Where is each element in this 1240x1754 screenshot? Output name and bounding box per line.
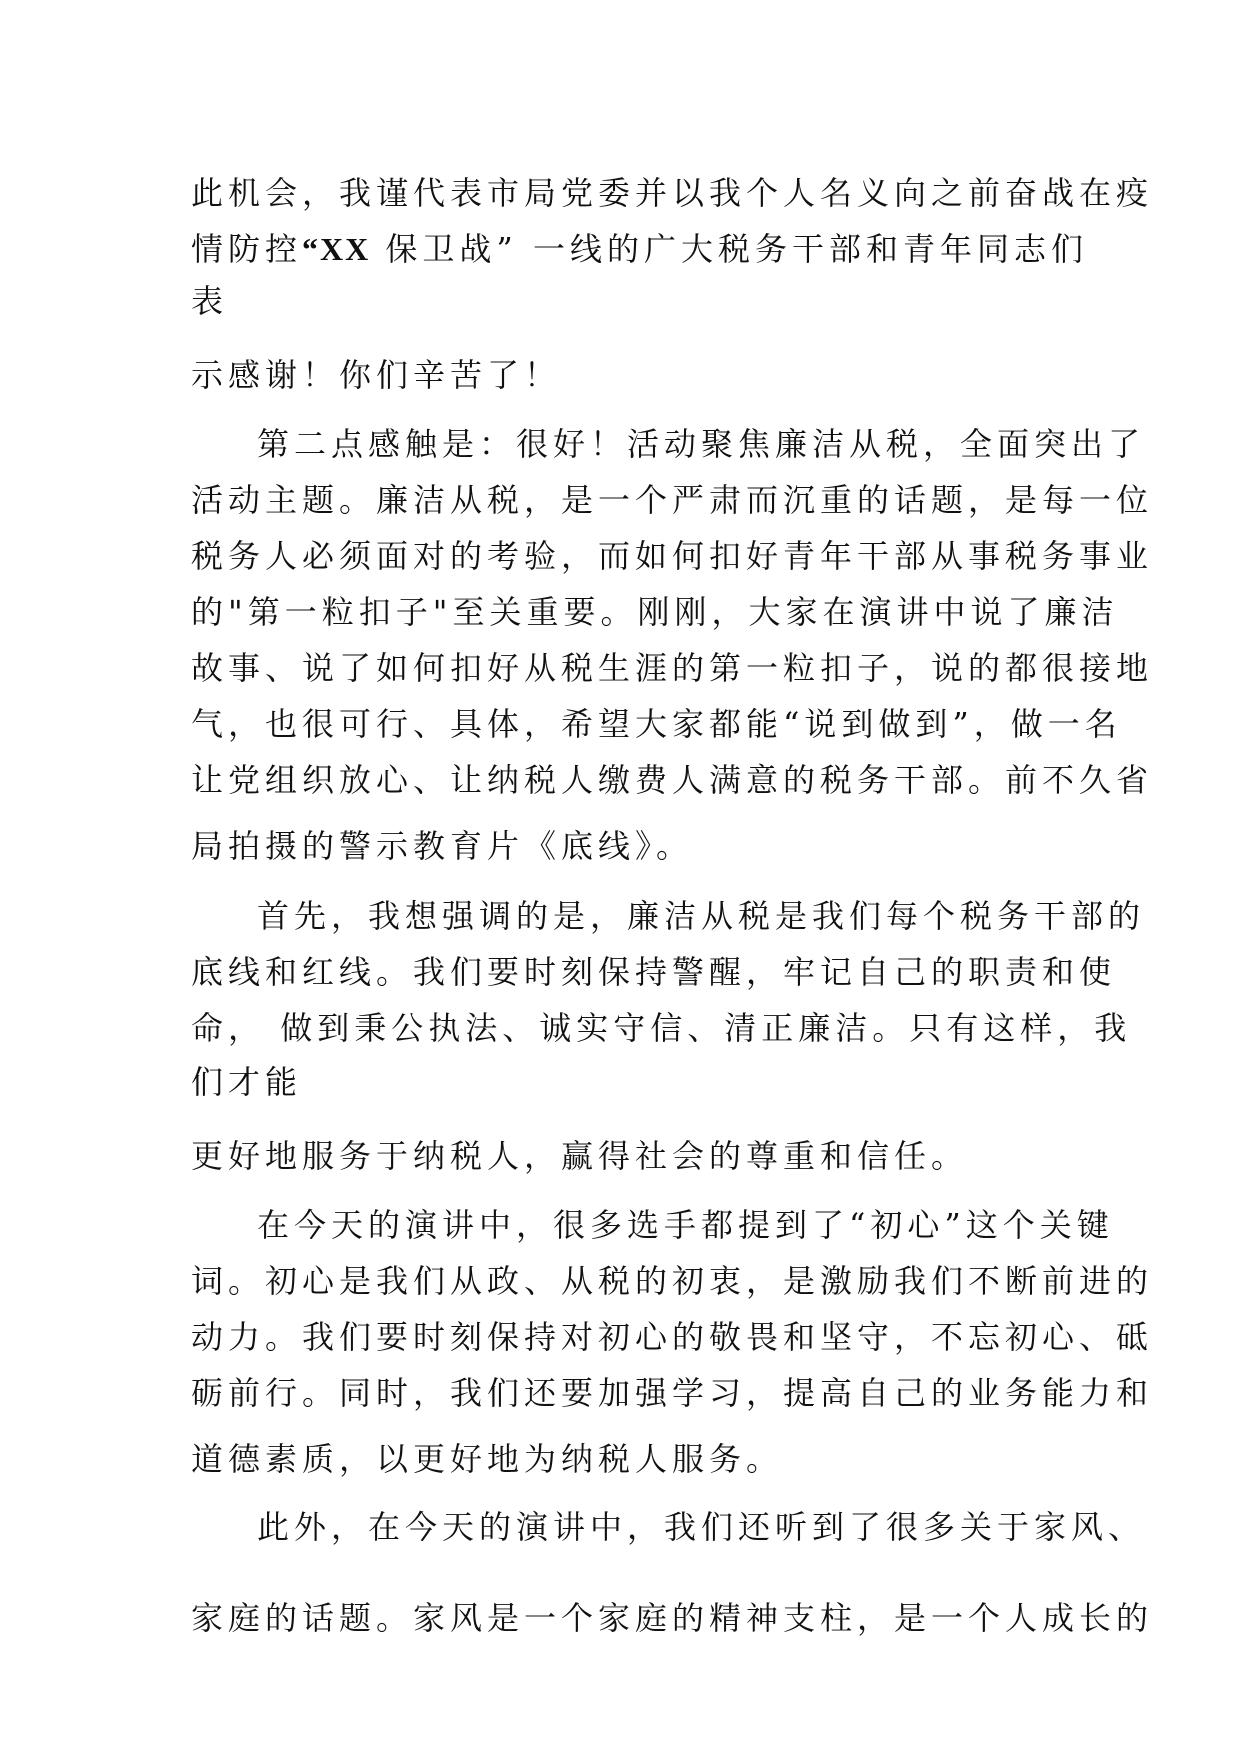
text-segment: 命， [191, 1009, 266, 1047]
text-line-2 [191, 219, 1088, 279]
text-line-3: 表 [191, 282, 229, 320]
text-line: 让党组织放心、让纳税人缴费人满意的税务干部。前不久省 [191, 761, 1154, 799]
paragraph-start: 首先，我想强调的是，廉洁从税是我们每个税务干部的 [257, 897, 1146, 935]
text-line: 底线和红线。我们要时刻保持警醒，牢记自己的职责和使 [191, 953, 1117, 991]
text-line: 砺前行。同时，我们还要加强学习，提高自己的业务能力和 [191, 1374, 1154, 1412]
text-segment: 做到秉公执法、诚实守信、清正廉洁。只有这样，我 [280, 1009, 1132, 1047]
text-line: 故事、说了如何扣好从税生涯的第一粒扣子，说的都很接地 [191, 649, 1154, 687]
text-line: 道德素质，以更好地为纳税人服务。 [191, 1440, 784, 1478]
text-line: 税务人必须面对的考验，而如何扣好青年干部从事税务事业 [191, 537, 1154, 575]
text-line-4: 示感谢！你们辛苦了！ [191, 356, 562, 394]
text-line: 的"第一粒扣子"至关重要。刚刚，大家在演讲中说了廉洁 [191, 593, 1119, 631]
text-segment: 保卫战” [385, 230, 518, 268]
text-line [191, 998, 1131, 1058]
text-segment: 一线的广大税务干部和青年同志们 [532, 230, 1088, 268]
text-line: 词。初心是我们从政、从税的初衷，是激励我们不断前进的 [191, 1262, 1154, 1300]
text-line: 更好地服务于纳税人，赢得社会的尊重和信任。 [191, 1137, 969, 1175]
text-segment: 情防控 [191, 230, 303, 268]
text-segment-bold: “XX [302, 231, 371, 267]
paragraph-start: 在今天的演讲中，很多选手都提到了“初心”这个关键 [257, 1206, 1114, 1244]
paragraph-start: 此外，在今天的演讲中，我们还听到了很多关于家风、 [257, 1508, 1146, 1546]
text-line: 局拍摄的警示教育片《底线》。 [191, 827, 694, 865]
paragraph-start: 第二点感触是：很好！活动聚焦廉洁从税，全面突出了 [257, 425, 1146, 463]
text-line: 气，也很可行、具体，希望大家都能“说到做到”，做一名 [191, 705, 1122, 743]
text-line: 们才能 [191, 1063, 303, 1101]
text-line: 动力。我们要时刻保持对初心的敬畏和坚守，不忘初心、砥 [191, 1318, 1154, 1356]
text-line: 活动主题。廉洁从税，是一个严肃而沉重的话题，是每一位 [191, 481, 1154, 519]
text-line: 家庭的话题。家风是一个家庭的精神支柱，是一个人成长的 [191, 1599, 1154, 1637]
text-line-1: 此机会，我谨代表市局党委并以我个人名义向之前奋战在疫 [191, 174, 1154, 212]
